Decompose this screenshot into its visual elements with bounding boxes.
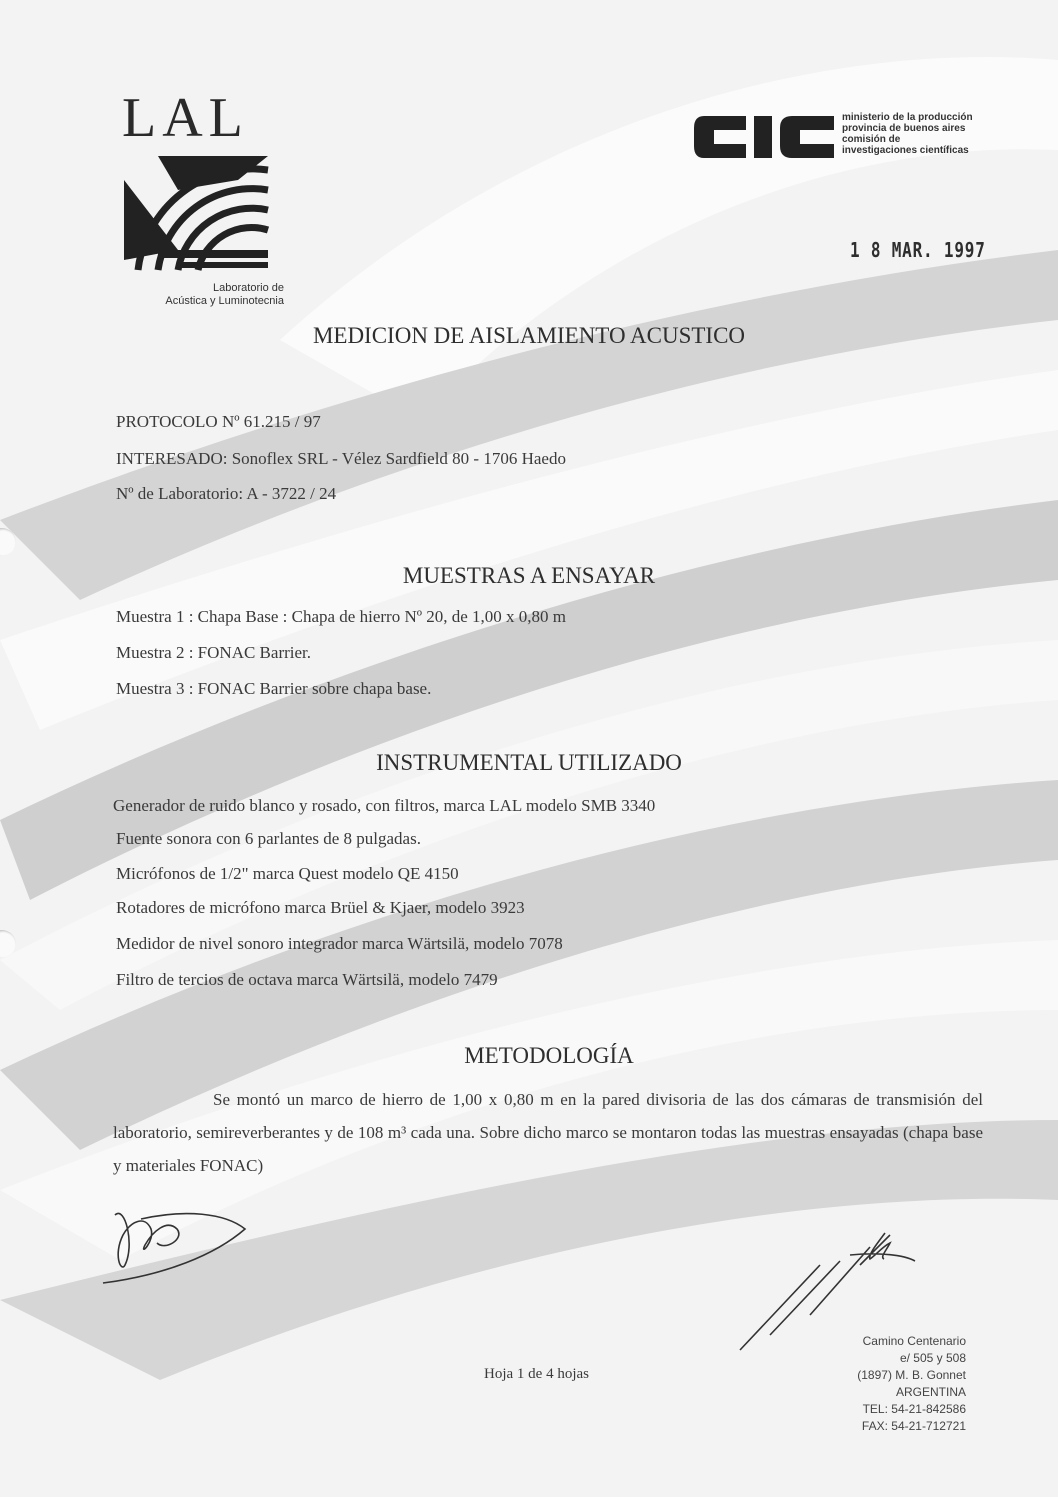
address-line: (1897) M. B. Gonnet — [857, 1368, 966, 1382]
cic-logo-mark — [694, 114, 836, 160]
cic-caption-line: ministerio de la producción — [842, 112, 973, 123]
lal-caption-line: Acústica y Luminotecnia — [165, 295, 284, 307]
metodologia-heading: METODOLOGÍA — [464, 1043, 634, 1068]
metodologia-paragraph — [113, 1083, 983, 1182]
instrumental-item: Rotadores de micrófono marca Brüel & Kjaer, modelo 3923 — [116, 898, 525, 917]
address-line: ARGENTINA — [895, 1385, 966, 1399]
instrumental-item: Fuente sonora con 6 parlantes de 8 pulgadas. — [116, 829, 421, 848]
instrumental-item: Medidor de nivel sonoro integrador marca Wärtsilä, modelo 7078 — [116, 934, 563, 953]
signature-left — [95, 1195, 265, 1290]
instrumental-item: Generador de ruido blanco y rosado, con filtros, marca LAL modelo SMB 3340 — [113, 796, 656, 815]
lal-logo-emblem — [118, 150, 278, 280]
laboratorio-line: Nº de Laboratorio: A - 3722 / 24 — [116, 484, 337, 503]
address-line: TEL: 54-21-842586 — [862, 1402, 966, 1416]
muestra-item: Muestra 3 : FONAC Barrier sobre chapa base. — [116, 679, 432, 698]
instrumental-item: Micrófonos de 1/2" marca Quest modelo QE 4150 — [116, 864, 459, 883]
cic-caption — [842, 112, 973, 156]
metodologia-text: Se montó un marco de hierro de 1,00 x 0,80 m en la pared divisoria de las dos cámaras de transmisión del laboratorio, semireverberantes y de 108 m³ cada una. Sobre dicho marco se montaron todas las muestras ensayadas (chapa base y materiales FONAC) — [113, 1090, 983, 1175]
cic-caption-line: comisión de — [842, 134, 901, 145]
instrumental-heading: INSTRUMENTAL UTILIZADO — [376, 750, 682, 775]
lal-caption-line: Laboratorio de — [213, 282, 284, 294]
interesado-line: INTERESADO: Sonoflex SRL - Vélez Sardfield 80 - 1706 Haedo — [116, 449, 566, 468]
lal-caption — [104, 282, 284, 308]
lal-logo-text: LAL — [122, 87, 249, 149]
muestras-heading: MUESTRAS A ENSAYAR — [402, 563, 656, 588]
document-title: MEDICION DE AISLAMIENTO ACUSTICO — [312, 323, 746, 348]
cic-caption-line: provincia de buenos aires — [842, 123, 966, 134]
muestra-item: Muestra 2 : FONAC Barrier. — [116, 643, 312, 662]
address-line: Camino Centenario — [862, 1334, 966, 1348]
address-line: e/ 505 y 508 — [899, 1351, 966, 1365]
protocolo-line: PROTOCOLO Nº 61.215 / 97 — [116, 412, 321, 431]
cic-caption-line: investigaciones científicas — [842, 145, 969, 156]
instrumental-item: Filtro de tercios de octava marca Wärtsilä, modelo 7479 — [116, 970, 498, 989]
muestra-item: Muestra 1 : Chapa Base : Chapa de hierro Nº 20, de 1,00 x 0,80 m — [116, 607, 567, 626]
address-line: FAX: 54-21-712721 — [861, 1419, 966, 1433]
footer-address — [857, 1333, 966, 1435]
date-stamp: 1 8 MAR. 1997 — [850, 238, 986, 262]
page-counter: Hoja 1 de 4 hojas — [484, 1366, 589, 1382]
